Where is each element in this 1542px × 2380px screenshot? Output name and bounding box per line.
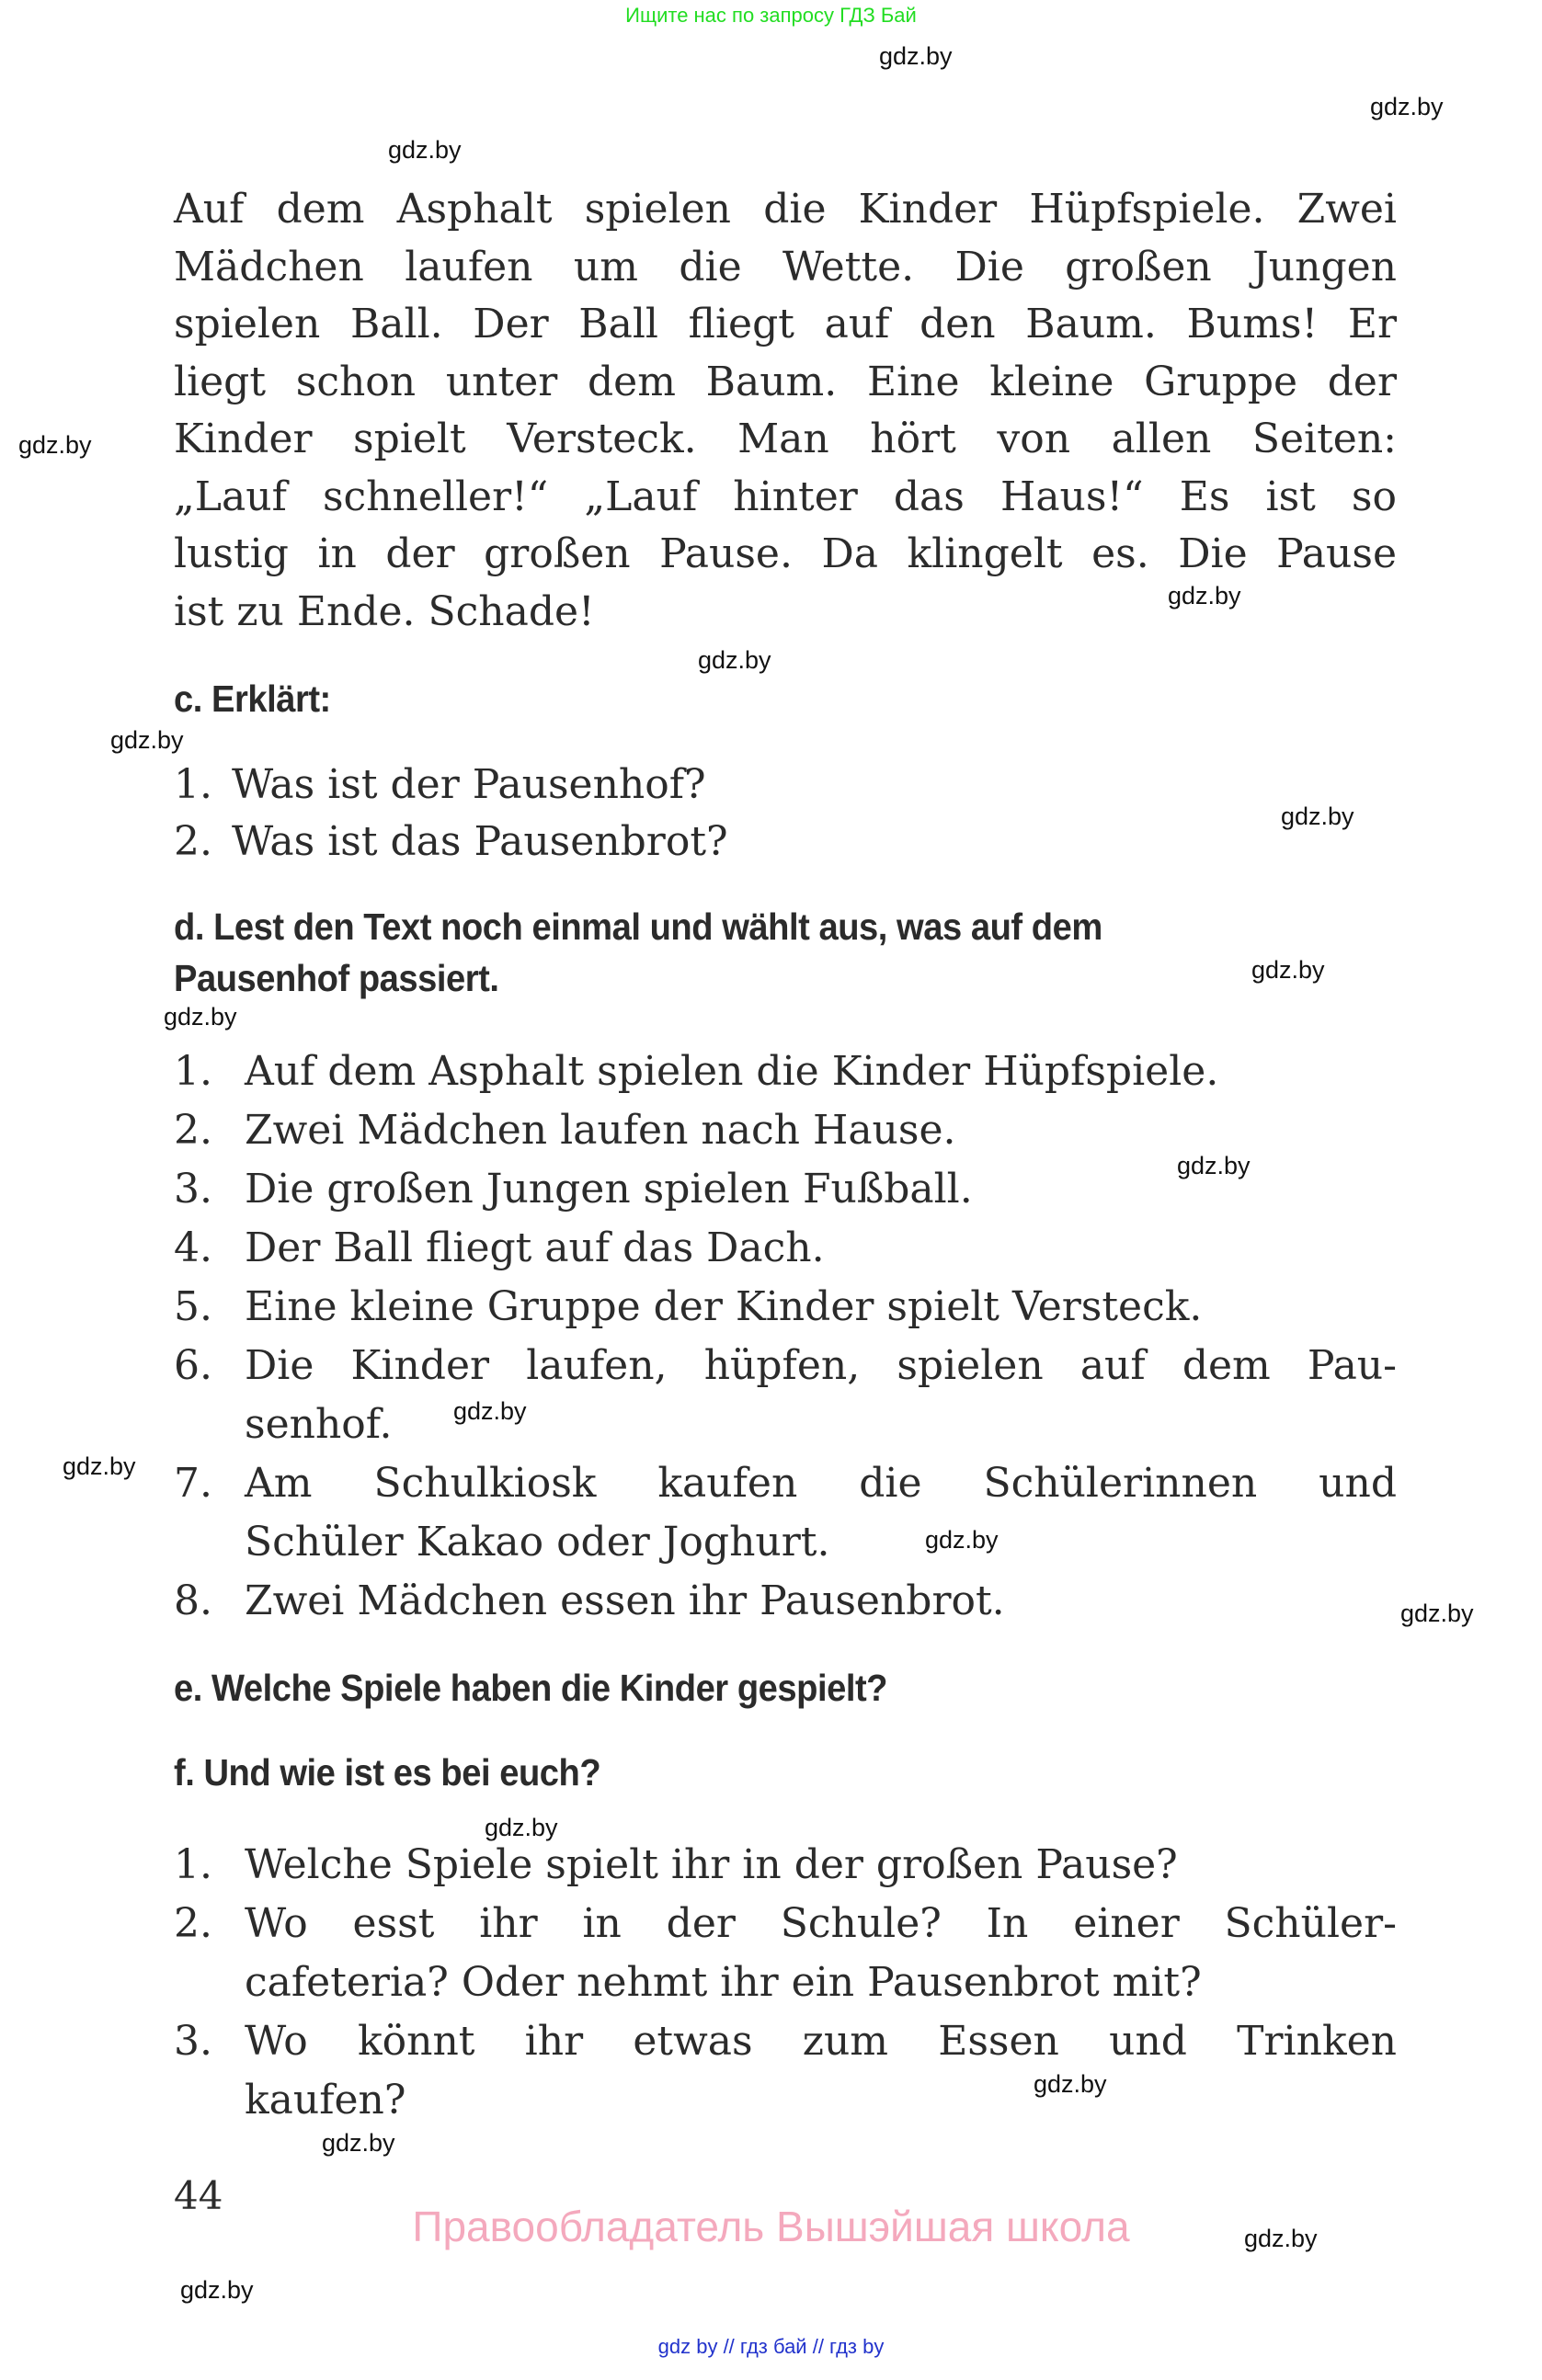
watermark: gdz.by	[1177, 1152, 1251, 1179]
item-text: Zwei Mädchen essen ihr Pausenbrot.	[245, 1577, 1005, 1624]
watermark: gdz.by	[1400, 1600, 1474, 1627]
task-d-heading-cont: Pausenhof passiert.	[174, 957, 499, 999]
item-text: Die großen Jungen spielen Fußball.	[245, 1166, 973, 1213]
item-continuation: kaufen?	[245, 2077, 406, 2124]
task-d-item	[174, 1043, 1397, 1101]
item-text: Wo könnt ihr etwas zum Essen und Trinken	[245, 2018, 1397, 2065]
task-f-item	[174, 2013, 1397, 2071]
item-number: 2.	[174, 1900, 212, 1947]
watermark: gdz.by	[698, 646, 771, 674]
watermark: gdz.by	[1281, 803, 1354, 830]
task-d-item	[174, 1338, 1397, 1395]
task-c-item	[174, 814, 1397, 871]
watermark: gdz.by	[164, 1003, 237, 1031]
item-text: Was ist der Pausenhof?	[232, 761, 706, 808]
item-number: 2.	[174, 818, 212, 865]
reading-passage	[174, 181, 1397, 641]
item-text: Zwei Mädchen laufen nach Hause.	[245, 1107, 956, 1154]
watermark: gdz.by	[1168, 582, 1241, 609]
task-d-item	[174, 1220, 1397, 1278]
passage-line: lustig in der großen Pause. Da klingelt es. Die Pause	[174, 530, 1397, 577]
item-text: Der Ball fliegt auf das Dach.	[245, 1224, 825, 1271]
task-d-item	[174, 1573, 1397, 1631]
task-f-item	[174, 1837, 1397, 1895]
watermark: gdz.by	[63, 1452, 136, 1480]
item-number: 6.	[174, 1342, 212, 1389]
item-number: 4.	[174, 1224, 212, 1271]
task-d-item	[174, 1455, 1397, 1513]
watermark: gdz.by	[18, 431, 92, 459]
item-text: Auf dem Asphalt spielen die Kinder Hüpfspiele.	[245, 1048, 1219, 1095]
task-d-item	[174, 1102, 1397, 1160]
item-number: 1.	[174, 1048, 212, 1095]
task-d-item	[174, 1161, 1397, 1219]
item-text: Eine kleine Gruppe der Kinder spielt Versteck.	[245, 1283, 1203, 1330]
watermark: gdz.by	[925, 1526, 999, 1554]
watermark: gdz.by	[1244, 2225, 1318, 2252]
task-c-item	[174, 757, 1397, 814]
item-text: Was ist das Pausenbrot?	[232, 818, 728, 865]
task-d-heading: d. Lest den Text noch einmal und wählt aus, was auf dem	[174, 905, 1102, 948]
item-continuation: Schüler Kakao oder Joghurt.	[245, 1519, 830, 1566]
watermark: gdz.by	[453, 1397, 527, 1425]
item-number: 7.	[174, 1460, 212, 1507]
watermark: gdz.by	[1034, 2070, 1107, 2098]
item-text: Am Schulkiosk kaufen die Schülerinnen und	[245, 1460, 1397, 1507]
search-banner[interactable]: Ищите нас по запросу ГДЗ Бай	[625, 4, 917, 27]
rights-holder-notice: Правообладатель Вышэйшая школа	[412, 2203, 1130, 2250]
item-text: Wo esst ihr in der Schule? In einer Schüler-	[245, 1900, 1397, 1947]
page-number: 44	[174, 2173, 223, 2218]
item-continuation: cafeteria? Oder nehmt ihr ein Pausenbrot mit?	[245, 1959, 1202, 2006]
item-number: 1.	[174, 761, 212, 808]
task-f-item	[174, 1896, 1397, 1953]
passage-line: spielen Ball. Der Ball fliegt auf den Baum. Bums! Er	[174, 301, 1397, 347]
passage-line: Auf dem Asphalt spielen die Kinder Hüpfspiele. Zwei	[174, 186, 1397, 233]
item-number: 2.	[174, 1107, 212, 1154]
watermark: gdz.by	[1370, 93, 1444, 120]
item-number: 3.	[174, 2018, 212, 2065]
watermark: gdz.by	[388, 136, 462, 164]
watermark: gdz.by	[879, 42, 953, 70]
task-d-item	[174, 1279, 1397, 1337]
watermark: gdz.by	[110, 726, 184, 754]
item-number: 3.	[174, 1166, 212, 1213]
task-e-heading: e. Welche Spiele haben die Kinder gespielt?	[174, 1667, 888, 1709]
watermark: gdz.by	[180, 2276, 254, 2304]
watermark: gdz.by	[322, 2129, 395, 2157]
passage-line: Mädchen laufen um die Wette. Die großen Jungen	[174, 243, 1397, 290]
item-text: Welche Spiele spielt ihr in der großen Pause?	[245, 1841, 1178, 1888]
watermark: gdz.by	[485, 1814, 558, 1841]
passage-line: Kinder spielt Versteck. Man hört von allen Seiten:	[174, 416, 1397, 462]
item-number: 1.	[174, 1841, 212, 1888]
item-continuation: senhof.	[245, 1401, 393, 1448]
task-f-heading: f. Und wie ist es bei euch?	[174, 1751, 601, 1794]
item-text: Die Kinder laufen, hüpfen, spielen auf dem Pau-	[245, 1342, 1397, 1389]
passage-line: liegt schon unter dem Baum. Eine kleine Gruppe der	[174, 358, 1397, 405]
watermark: gdz.by	[1251, 956, 1325, 984]
footer-links[interactable]: gdz by // гдз бай // гдз by	[657, 2335, 885, 2358]
task-c-heading: c. Erklärt:	[174, 678, 331, 720]
item-number: 8.	[174, 1577, 212, 1624]
passage-line: „Lauf schneller!“ „Lauf hinter das Haus!“ Es ist so	[174, 473, 1397, 520]
passage-line: ist zu Ende. Schade!	[174, 587, 595, 635]
item-number: 5.	[174, 1283, 212, 1330]
